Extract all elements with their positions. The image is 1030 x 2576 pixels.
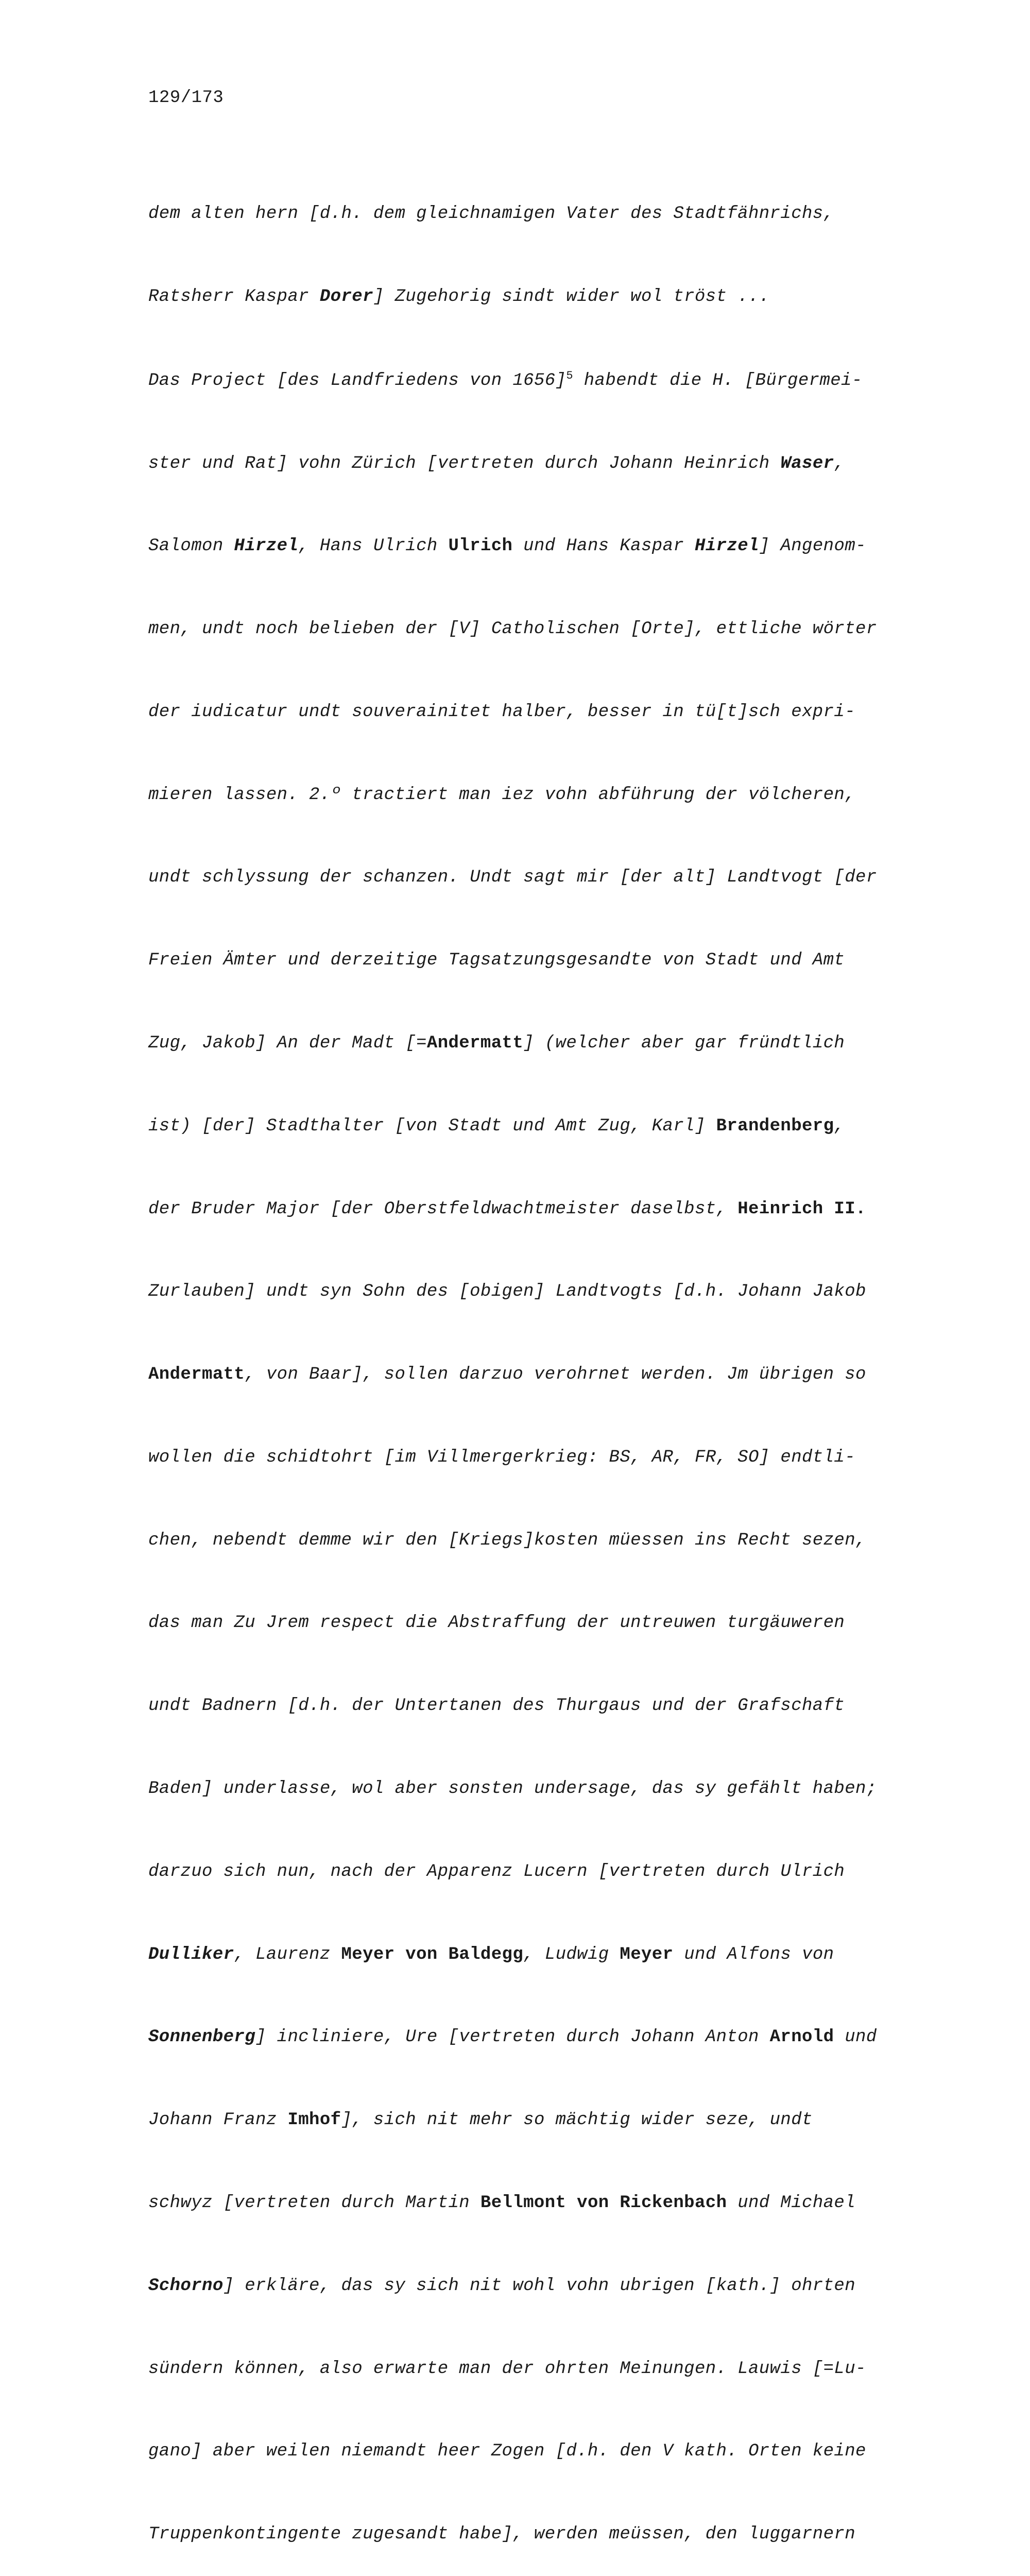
text-line: Baden] underlasse, wol aber sonsten undersage, das sy gefählt haben; bbox=[148, 1779, 877, 1799]
text-line: das man Zu Jrem respect die Abstraffung der untreuwen turgäuweren bbox=[148, 1613, 845, 1633]
text-line: Zug, Jakob] An der Madt [=Andermatt] (welcher aber gar fründtlich bbox=[148, 1033, 845, 1053]
text-line: Zurlauben] undt syn Sohn des [obigen] Landtvogts [d.h. Johann Jakob bbox=[148, 1282, 866, 1302]
text-line: schwyz [vertreten durch Martin Bellmont von Rickenbach und Michael bbox=[148, 2193, 856, 2213]
body-text bbox=[148, 117, 952, 2576]
text-line: dem alten hern [d.h. dem gleichnamigen Vater des Stadtfähnrichs, bbox=[148, 204, 834, 224]
text-line: undt schlyssung der schanzen. Undt sagt mir [der alt] Landtvogt [der bbox=[148, 868, 877, 888]
text-line: sündern können, also erwarte man der ohrten Meinungen. Lauwis [=Lu- bbox=[148, 2359, 866, 2379]
text-line: Sonnenberg] incliniere, Ure [vertreten durch Johann Anton Arnold und bbox=[148, 2027, 877, 2047]
text-line: Das Project [des Landfriedens von 1656]$^5$ habendt die H. [Bürgermei- bbox=[148, 369, 863, 391]
text-line: Salomon Hirzel, Hans Ulrich Ulrich und Hans Kaspar Hirzel] Angenom- bbox=[148, 536, 866, 556]
text-line: mieren lassen. 2.º tractiert man iez vohn abführung der völcheren, bbox=[148, 785, 856, 805]
text-line: Ratsherr Kaspar Dorer] Zugehorig sindt wider wol tröst ... bbox=[148, 286, 770, 307]
text-line: wollen die schidtohrt [im Villmergerkrieg: BS, AR, FR, SO] endtli- bbox=[148, 1447, 856, 1467]
text-line: undt Badnern [d.h. der Untertanen des Thurgaus und der Grafschaft bbox=[148, 1696, 845, 1716]
text-line: Freien Ämter und derzeitige Tagsatzungsgesandte von Stadt und Amt bbox=[148, 951, 845, 971]
text-line: Andermatt, von Baar], sollen darzuo verohrnet werden. Jm übrigen so bbox=[148, 1365, 866, 1385]
text-line: Johann Franz Imhof], sich nit mehr so mächtig wider seze, undt bbox=[148, 2110, 813, 2130]
text-line: Dulliker, Laurenz Meyer von Baldegg, Ludwig Meyer und Alfons von bbox=[148, 1944, 834, 1964]
page-number: 129/173 bbox=[148, 88, 224, 108]
text-line: men, undt noch belieben der [V] Catholischen [Orte], ettliche wörter bbox=[148, 619, 877, 639]
text-line: Truppenkontingente zugesandt habe], werden meüssen, den luggarnern bbox=[148, 2524, 856, 2545]
text-line: chen, nebendt demme wir den [Kriegs]kosten müessen ins Recht sezen, bbox=[148, 1530, 866, 1550]
text-line: der Bruder Major [der Oberstfeldwachtmeister daselbst, Heinrich II. bbox=[148, 1199, 866, 1219]
text-line: ster und Rat] vohn Zürich [vertreten durch Johann Heinrich Waser, bbox=[148, 453, 845, 473]
document-page bbox=[148, 88, 952, 2576]
text-line: Schorno] erkläre, das sy sich nit wohl vohn ubrigen [kath.] ohrten bbox=[148, 2276, 856, 2296]
text-line: der iudicatur undt souverainitet halber, besser in tü[t]sch expri- bbox=[148, 702, 856, 722]
text-line: ist) [der] Stadthalter [von Stadt und Amt Zug, Karl] Brandenberg, bbox=[148, 1116, 845, 1136]
text-line: darzuo sich nun, nach der Apparenz Lucern [vertreten durch Ulrich bbox=[148, 1861, 845, 1882]
text-line: gano] aber weilen niemandt heer Zogen [d.h. den V kath. Orten keine bbox=[148, 2442, 866, 2462]
